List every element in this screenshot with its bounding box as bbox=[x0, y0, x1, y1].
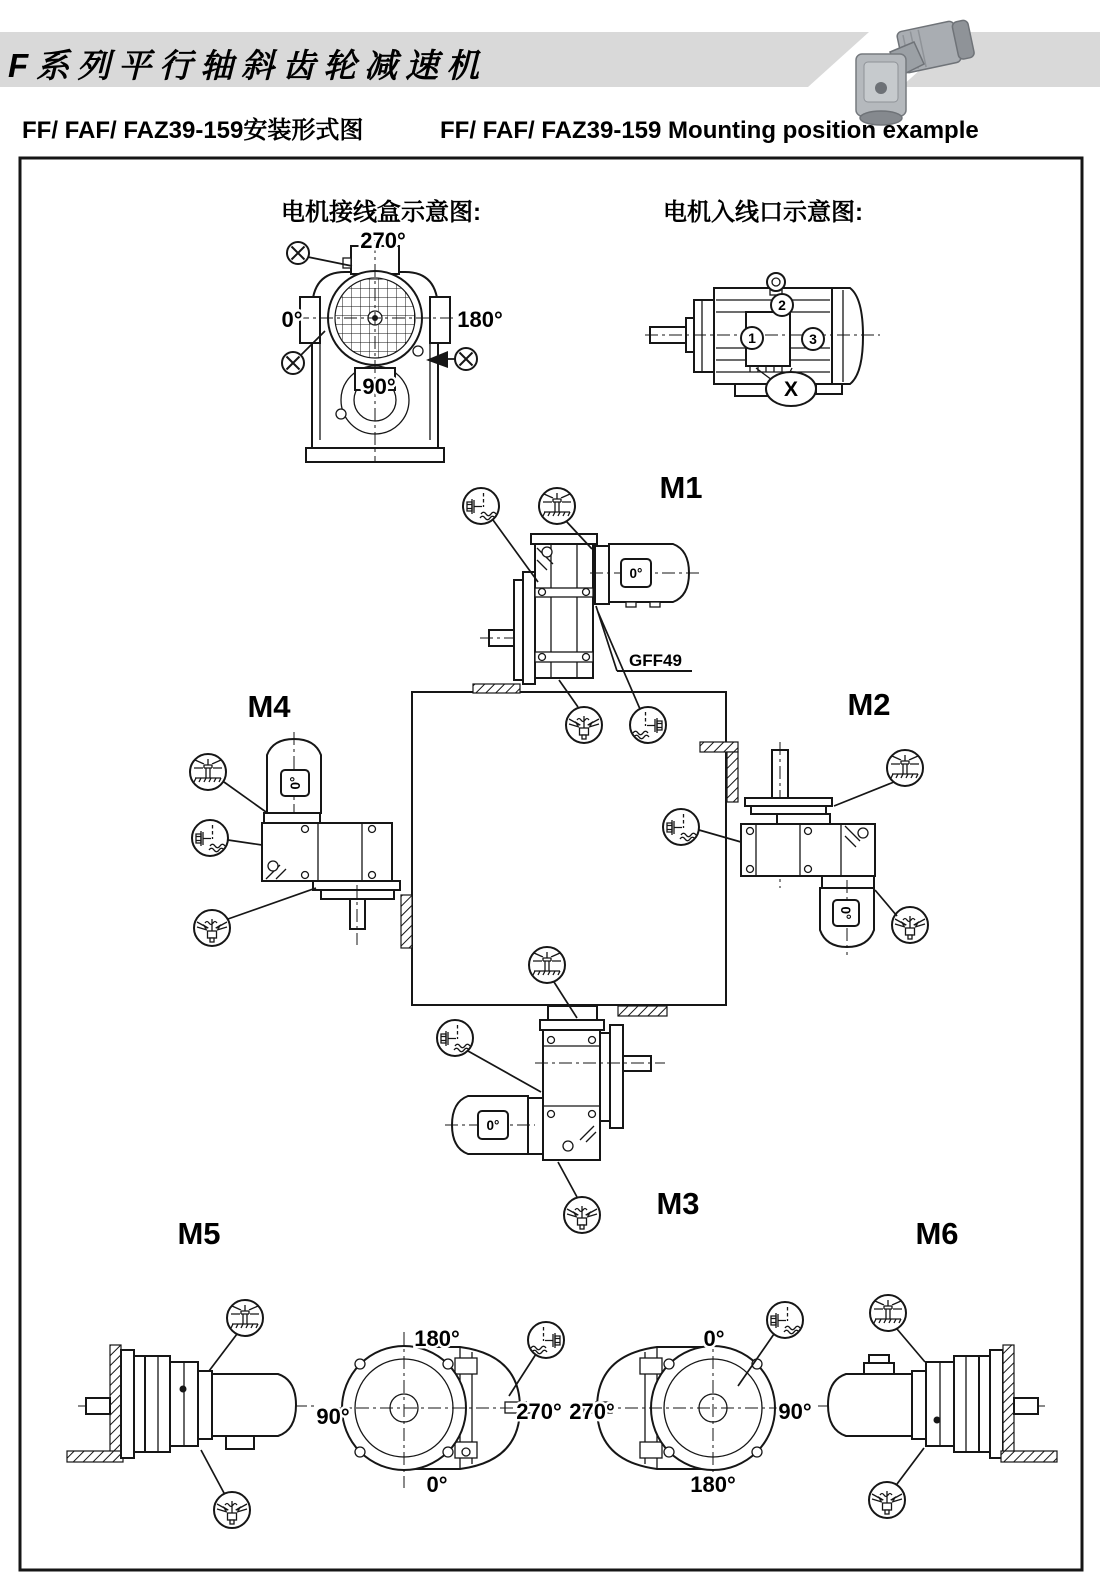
angle-label-0: 0° bbox=[426, 1472, 448, 1497]
angle-label-180: 180° bbox=[690, 1472, 736, 1497]
oil-level-plug-icon bbox=[630, 707, 666, 743]
circled-x-icon bbox=[282, 352, 304, 374]
banner-title: F系列平行轴斜齿轮减速机 bbox=[8, 47, 488, 84]
oil-level-plug-icon bbox=[192, 820, 228, 856]
oil-drain-plug-icon bbox=[566, 707, 602, 743]
mount-m1 bbox=[463, 470, 703, 743]
angle-label-0: 0° bbox=[703, 1326, 725, 1351]
terminal-box-diagram bbox=[281, 198, 503, 462]
cable-entry-diagram bbox=[645, 198, 880, 406]
mount-m4-label: M4 bbox=[247, 689, 291, 724]
breather-plug-icon bbox=[870, 1295, 906, 1331]
oil-drain-plug-icon bbox=[194, 910, 230, 946]
cable-entry-port-1: 1 bbox=[748, 330, 756, 346]
oil-level-plug-icon bbox=[437, 1020, 473, 1056]
breather-plug-icon bbox=[539, 488, 575, 524]
angle-label-90: 90° bbox=[362, 374, 396, 399]
oil-level-plug-icon bbox=[463, 488, 499, 524]
breather-plug-icon bbox=[227, 1300, 263, 1336]
breather-plug-icon bbox=[529, 947, 565, 983]
page-title-en: FF/ FAF/ FAZ39-159 Mounting position example bbox=[440, 117, 979, 144]
oil-level-plug-icon bbox=[663, 809, 699, 845]
motor-angle-label: 0° bbox=[838, 906, 853, 920]
mount-m5-label: M5 bbox=[177, 1216, 221, 1251]
mount-m3-label: M3 bbox=[656, 1186, 700, 1221]
cable-entry-port-2: 2 bbox=[778, 297, 786, 313]
cable-entry-port-3: 3 bbox=[809, 331, 817, 347]
mount-m6 bbox=[818, 1216, 1057, 1518]
oil-drain-plug-icon bbox=[214, 1492, 250, 1528]
motor-angle-label: 0° bbox=[486, 1118, 500, 1133]
oil-level-plug-icon bbox=[767, 1302, 803, 1338]
breather-plug-icon bbox=[887, 750, 923, 786]
angle-label-270: 270° bbox=[516, 1399, 562, 1424]
angle-label-270: 270° bbox=[569, 1399, 615, 1424]
circled-x-icon bbox=[455, 348, 477, 370]
mounting-frame-square bbox=[412, 692, 726, 1005]
angle-label-270: 270° bbox=[360, 228, 406, 253]
mount-m3 bbox=[437, 947, 700, 1233]
motor-angle-label: 0° bbox=[629, 566, 643, 581]
oil-drain-plug-icon bbox=[564, 1197, 600, 1233]
oil-drain-plug-icon bbox=[892, 907, 928, 943]
mount-m4 bbox=[190, 689, 412, 948]
mount-m1-label: M1 bbox=[659, 470, 703, 505]
cable-entry-x-label: X bbox=[783, 378, 799, 401]
angle-label-90: 90° bbox=[778, 1399, 812, 1424]
angle-label-0: 0° bbox=[281, 307, 303, 332]
angle-label-90: 90° bbox=[316, 1404, 350, 1429]
header-banner bbox=[0, 18, 1100, 125]
breather-plug-icon bbox=[190, 754, 226, 790]
mount-m5 bbox=[67, 1216, 315, 1528]
angle-label-180: 180° bbox=[414, 1326, 460, 1351]
motor-angle-label: 0° bbox=[288, 776, 303, 790]
oil-level-plug-icon bbox=[528, 1322, 564, 1358]
cable-entry-diagram-title: 电机入线口示意图: bbox=[663, 199, 863, 226]
mount-m2-label: M2 bbox=[847, 687, 891, 722]
mount-m6-label: M6 bbox=[915, 1216, 959, 1251]
angle-label-180: 180° bbox=[457, 307, 503, 332]
front-view-m5 bbox=[316, 1322, 564, 1497]
oil-drain-plug-icon bbox=[869, 1482, 905, 1518]
page-title-cn: FF/ FAF/ FAZ39-159安装形式图 bbox=[22, 117, 364, 144]
terminal-box-diagram-title: 电机接线盒示意图: bbox=[281, 199, 481, 226]
circled-x-icon bbox=[287, 242, 309, 264]
mount-m2 bbox=[663, 687, 928, 955]
front-view-m6 bbox=[569, 1302, 811, 1497]
model-label-gff49: GFF49 bbox=[629, 651, 682, 670]
